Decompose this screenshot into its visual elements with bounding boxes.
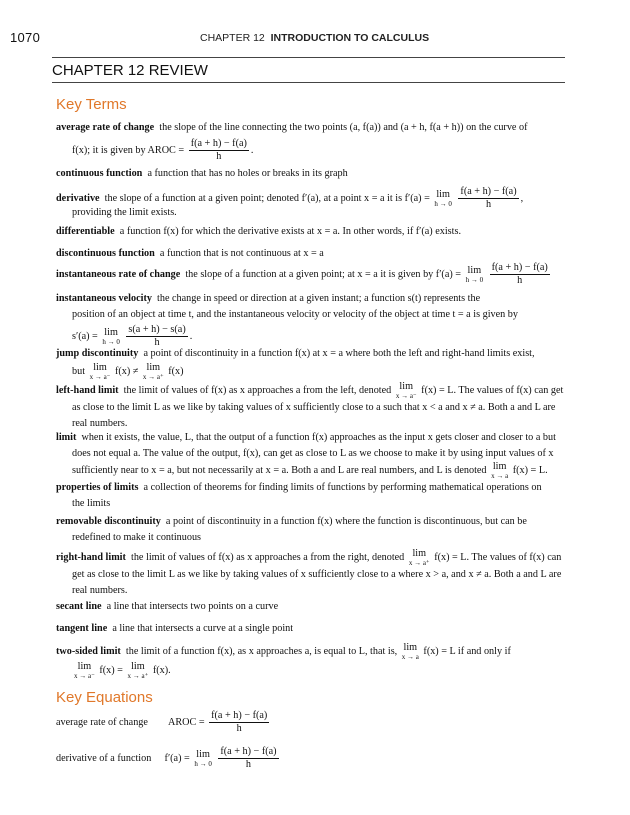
limit-notation: lim x → a⁻ [74, 661, 95, 680]
term-name: jump discontinuity [56, 348, 139, 359]
aroc-fraction: $\frac{f(a + h) - f(a)}{h}$ [190, 137, 247, 162]
term-definition-cont: but [72, 365, 86, 377]
equation-fraction: $\frac{f(a + h) - f(a)}{h}$ [220, 746, 277, 770]
review-rule-top [52, 57, 565, 58]
term-name: discontinuous function [56, 248, 155, 259]
term-instantaneous-velocity: instantaneous velocity the change in speed or direction at a given instant; a function s(t) represents the position of an object at time t, and the instantaneous velocity or velocity of the object at time t = a is given by s′(a) = lim h → 0 $\frac{s(a + h) - s(a)}{h}$ . [56, 291, 564, 349]
term-definition: a function that is not continuous at x = a [159, 248, 324, 259]
term-definition-cont: position of an object at time t, and the instantaneous velocity or velocity of the object at time t = a is given by [72, 308, 518, 320]
review-title: CHAPTER 12 REVIEW [52, 62, 208, 79]
term-definition-cont: does not equal a. The value of the output, f(x), can get as close to L as we choose to make it by using input values of x [72, 447, 554, 459]
term-derivative: derivative the slope of a function at a given point; denoted f′(a), at a point x = a it is f′(a) = lim h → 0 $\frac{f(a + h) - f(a)}{h}$ , providing the limit exists. [56, 186, 564, 221]
term-definition-cont: as close to the limit L as we like by taking values of x sufficiently close to a such that x < a and x ≠ a. Both a and L are [72, 402, 556, 413]
derivative-fraction: $\frac{f(a + h) - f(a)}{h}$ [460, 186, 517, 210]
term-name: instantaneous rate of change [56, 268, 181, 280]
term-definition: the limit of values of f(x) as x approaches a from the right, denoted [131, 551, 405, 563]
limit-notation: lim x → a⁺ [408, 548, 430, 567]
term-average-rate-of-change: average rate of change the slope of the line connecting the two points (a, f(a)) and (a + h, f(a + h)) on the curve of f(x); it is given by AROC = $\frac{f(a + h) - f(a)}{h}$ . [56, 122, 528, 162]
term-name: secant line [56, 601, 102, 612]
term-name: derivative [56, 192, 100, 204]
term-definition: the limit of values of f(x) as x approaches a from the left, denoted [123, 384, 392, 396]
term-definition: the slope of the line connecting the two points (a, f(a)) and (a + h, f(a + h)) on the curve of [159, 122, 528, 133]
term-name: tangent line [56, 623, 108, 634]
term-definition: the slope of a function at a given point; denoted f′(a), at a point x = a it is f′(a) = [104, 192, 430, 204]
term-tangent-line [56, 621, 564, 637]
term-definition-cont: sufficiently near to x = a, but not necessarily at x = a. Both a and L are real numbers, and L is denoted [72, 464, 487, 476]
term-definition: the limit of a function f(x), as x approaches a, is equal to L, that is, [125, 645, 398, 657]
term-definition-cont: redefined to make it continuous [72, 531, 202, 543]
key-equations-heading: Key Equations [56, 689, 153, 706]
term-definition: a line that intersects two points on a curve [106, 601, 279, 612]
term-differentiable [56, 224, 564, 240]
term-name: properties of limits [56, 482, 139, 493]
term-removable-discontinuity [56, 514, 564, 545]
term-properties-of-limits [56, 480, 564, 511]
limit-notation: lim x → a⁻ [395, 381, 417, 400]
limit-notation: lim x → a⁺ [142, 361, 164, 381]
equation-lhs: AROC = [167, 716, 205, 728]
equation-label: derivative of a function [56, 752, 152, 764]
term-name: differentiable [56, 226, 115, 237]
term-limit: limit when it exists, the value, L, that the output of a function f(x) approaches as the input x gets closer and closer to a but does not equal a. The value of the output, f(x), can get as close to L as we choose to make it by using input values of x sufficiently near to x = a, but not necessarily at x = a. Both a and L are real numbers, and L is denoted lim x → a f(x) = L. [56, 430, 564, 480]
term-right-hand-limit: right-hand limit the limit of values of f(x) as x approaches a from the right, denoted lim x → a⁺ f(x) = L. The values of f(x) can get as close to the limit L as we like by taking values of x sufficiently close to a where x > a, and x ≠ a. Both a and L are real numbers. [56, 548, 564, 598]
term-name: limit [56, 432, 77, 443]
limit-notation: lim x → a⁺ [127, 661, 149, 680]
term-definition: when it exists, the value, L, that the output of a function f(x) approaches as the input x gets closer and closer to a but [81, 432, 556, 443]
limit-notation: lim h → 0 [102, 327, 120, 346]
term-definition: the change in speed or direction at a given instant; a function s(t) represents the [157, 293, 481, 304]
term-name: two-sided limit [56, 645, 121, 657]
equation-derivative [56, 746, 281, 771]
term-name: left-hand limit [56, 384, 119, 396]
limit-notation: lim x → a [491, 461, 509, 480]
term-definition-cont: the limits [72, 497, 111, 509]
limit-notation: lim h → 0 [434, 189, 452, 208]
term-two-sided-limit: two-sided limit the limit of a function f(x), as x approaches a, is equal to L, that is, lim x → a f(x) = L if and only if lim x → a⁻ f(x) = lim x → a⁺ f(x). [56, 642, 511, 680]
term-name: instantaneous velocity [56, 293, 152, 304]
equation-label: average rate of change [56, 716, 148, 728]
equation-fraction: $\frac{f(a + h) - f(a)}{h}$ [211, 710, 268, 734]
term-definition: a point of discontinuity in a function f(x) at x = a where both the left and right-hand limits exist, [143, 348, 535, 359]
equation-lhs: f′(a) = [164, 752, 190, 764]
term-definition: a point of discontinuity in a function f(x) where the function is discontinuous, but can be [165, 516, 527, 527]
term-definition-cont: real numbers. [72, 584, 128, 596]
equation-aroc [56, 710, 271, 735]
derivative-fraction: $\frac{f(a + h) - f(a)}{h}$ [491, 262, 548, 286]
term-discontinuous-function [56, 246, 564, 262]
term-definition: a line that intersects a curve at a single point [112, 623, 294, 634]
limit-notation: lim x → a [401, 642, 419, 661]
term-name: average rate of change [56, 122, 155, 133]
key-terms-heading: Key Terms [56, 96, 127, 113]
term-definition: the slope of a function at a given point; at x = a it is given by f′(a) = [185, 268, 462, 280]
chapter-label: CHAPTER 12 [200, 32, 265, 44]
term-continuous-function [56, 166, 564, 182]
term-definition-cont: f(x); it is given by AROC = [72, 144, 185, 156]
term-definition-cont: get as close to the limit L as we like by taking values of x sufficiently close to a where x > a, and x ≠ a. Both a and L are [72, 569, 562, 580]
term-definition: a collection of theorems for finding limits of functions by performing mathematical operations on [143, 482, 542, 493]
review-rule-bottom [52, 82, 565, 83]
chapter-title: INTRODUCTION TO CALCULUS [270, 32, 430, 44]
term-definition-cont: providing the limit exists. [72, 207, 177, 218]
term-jump-discontinuity: jump discontinuity a point of discontinuity in a function f(x) at x = a where both the left and right-hand limits exist, but lim x → a⁻ f(x) ≠ lim x → a⁺ f(x) [56, 348, 535, 381]
term-left-hand-limit: left-hand limit the limit of values of f(x) as x approaches a from the left, denoted lim x → a⁻ f(x) = L. The values of f(x) can get as close to the limit L as we like by taking values of x sufficiently close to a such that x < a and x ≠ a. Both a and L are real numbers. [56, 381, 564, 431]
term-name: right-hand limit [56, 551, 126, 563]
term-name: removable discontinuity [56, 516, 161, 527]
term-definition-cont: real numbers. [72, 417, 128, 429]
velocity-fraction: $\frac{s(a + h) - s(a)}{h}$ [128, 324, 186, 348]
term-secant-line [56, 599, 564, 615]
limit-notation: lim h → 0 [465, 265, 484, 284]
term-definition: a function f(x) for which the derivative exists at x = a. In other words, if f′(a) exists. [119, 226, 461, 237]
limit-notation: lim x → a⁻ [89, 361, 111, 381]
page-number: 1070 [10, 30, 41, 45]
term-instantaneous-rate-of-change [56, 262, 564, 287]
term-definition-cont: s′(a) = [72, 330, 98, 342]
term-name: continuous function [56, 168, 143, 179]
running-header [200, 32, 429, 44]
term-definition: a function that has no holes or breaks in its graph [147, 168, 348, 179]
limit-notation: lim h → 0 [194, 749, 212, 768]
